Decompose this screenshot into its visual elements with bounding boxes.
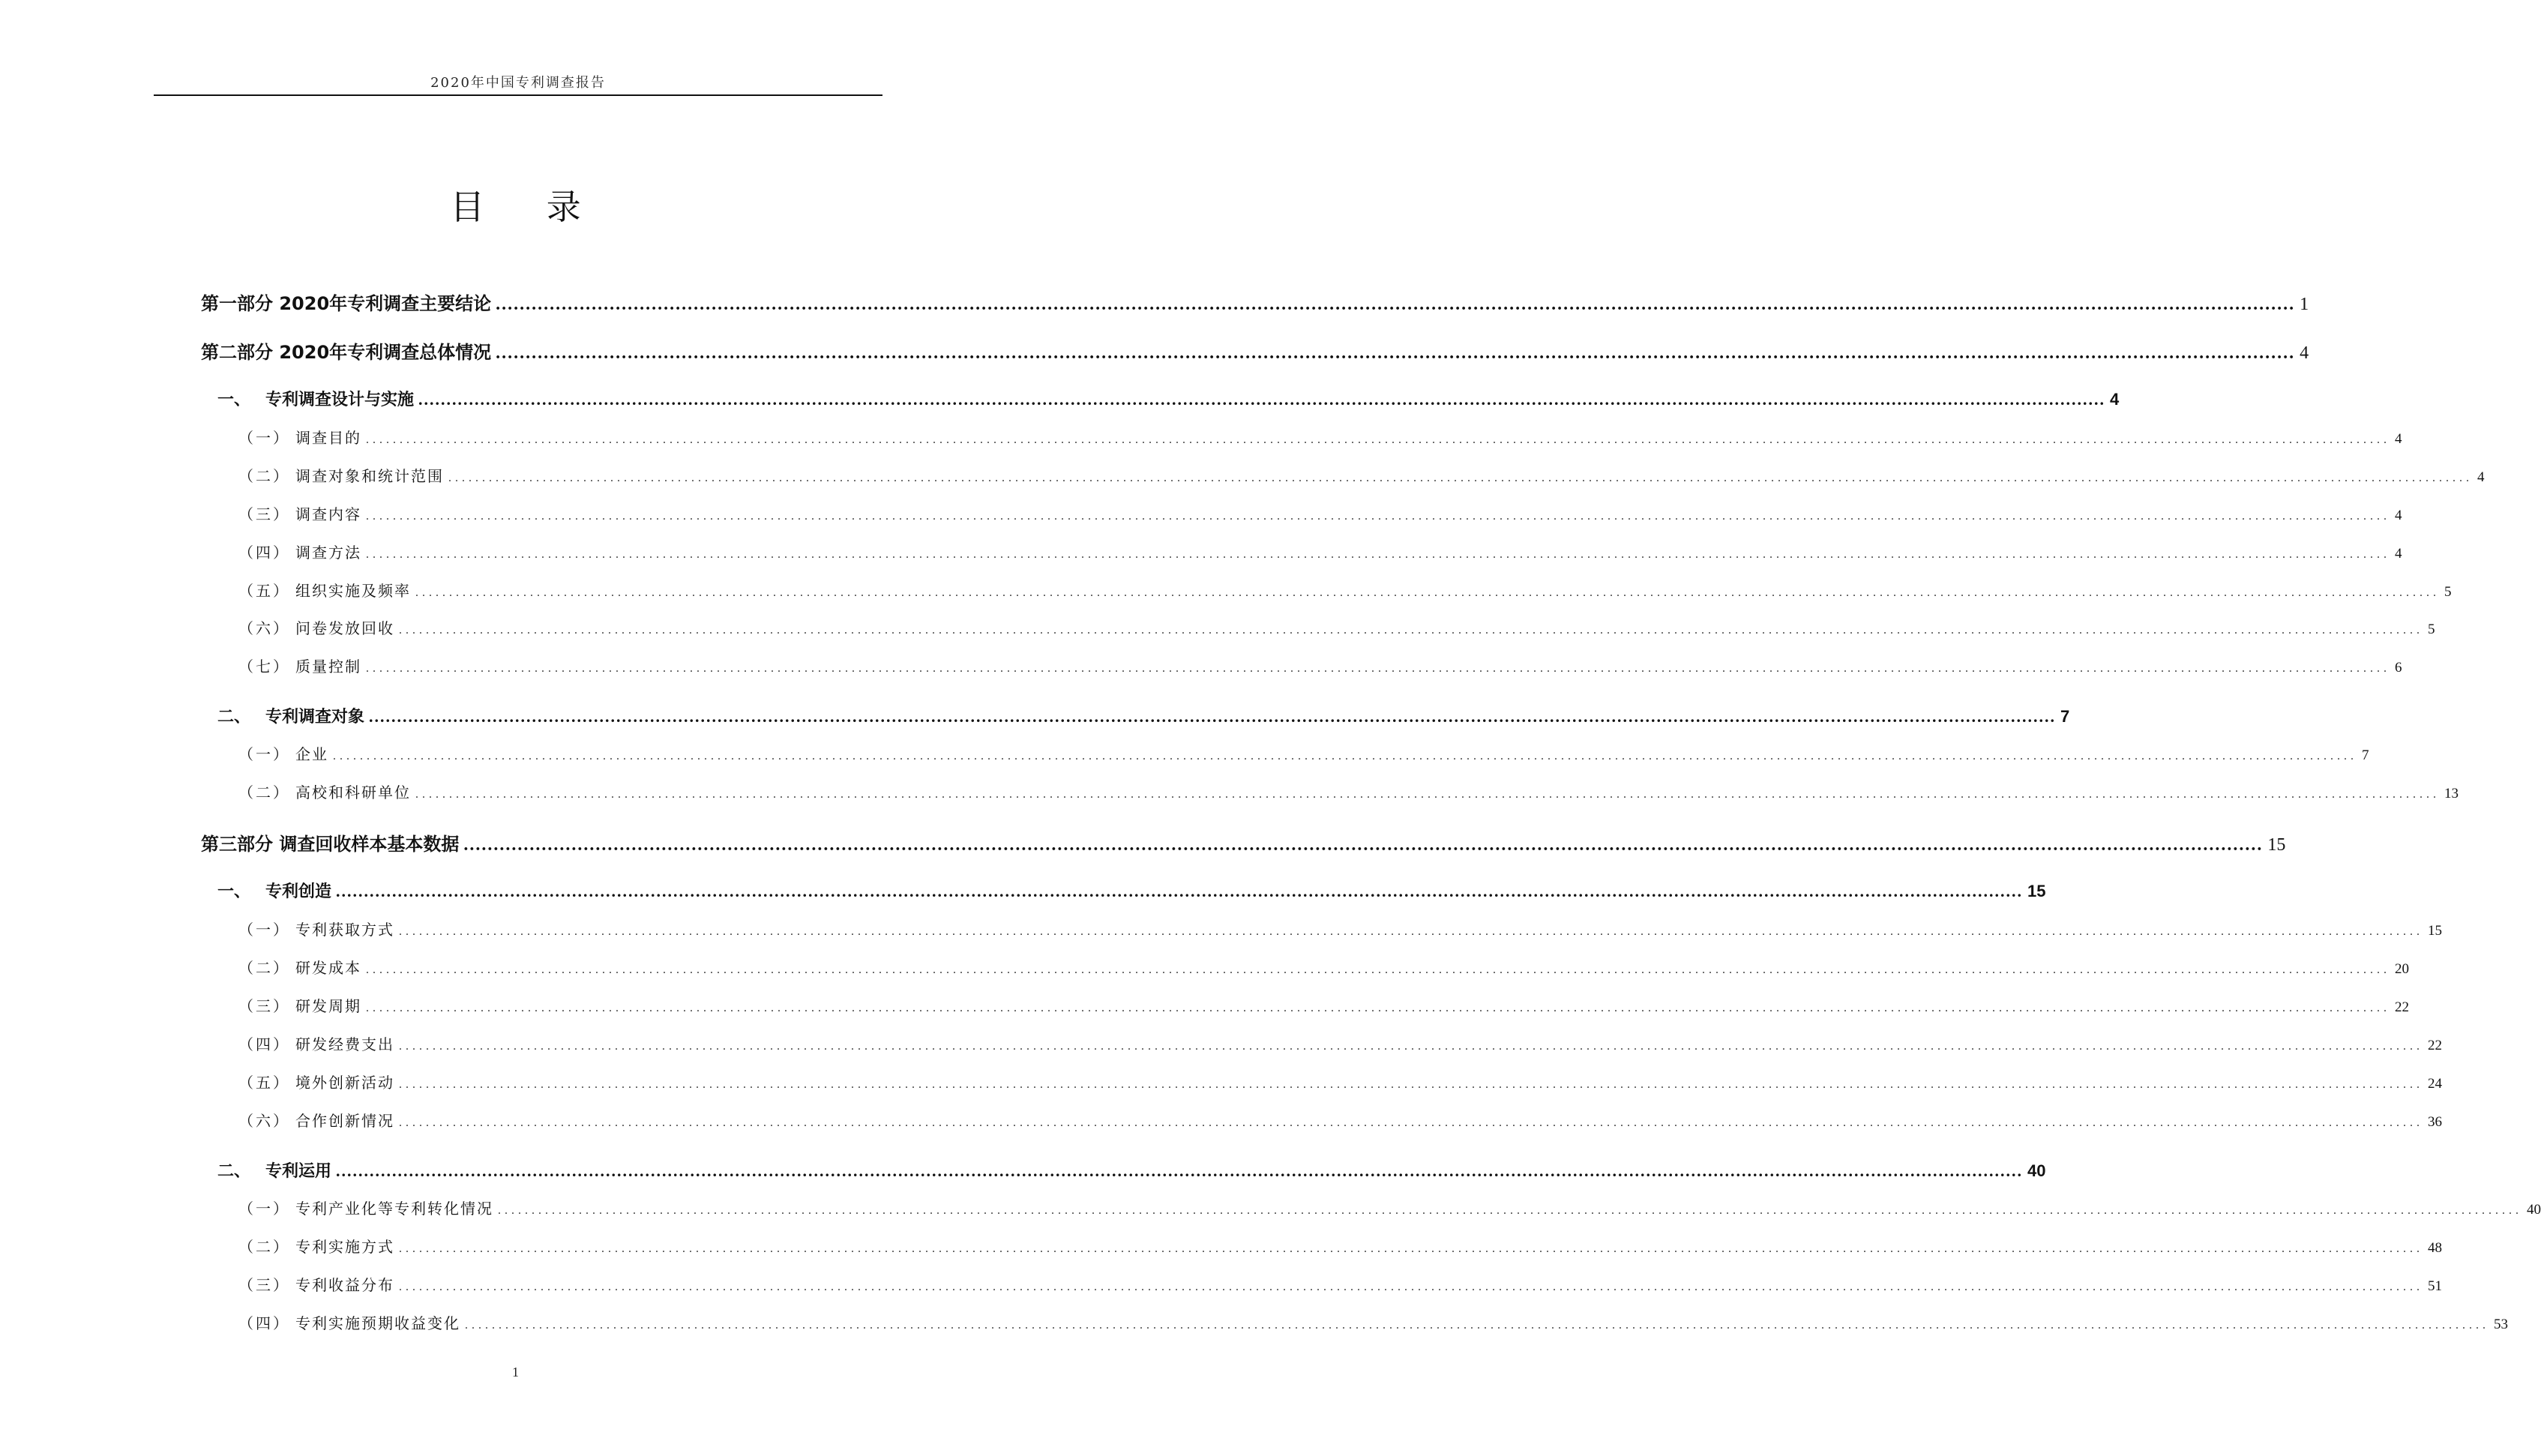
dot-leader: ............................................................................................................................................................................................................................................................................................................ bbox=[418, 390, 2106, 409]
toc-entry-number: 二、 bbox=[217, 708, 251, 727]
dot-leader: ............................................................................................................................................................................................................................................................................................................ bbox=[399, 1040, 2423, 1053]
toc-entry-page: 53 bbox=[2494, 1317, 2508, 1332]
toc-entry-number: （一） bbox=[238, 429, 290, 447]
toc-entry-page: 20 bbox=[2395, 961, 2409, 977]
toc-entry-page: 4 bbox=[2395, 546, 2402, 562]
toc-entry-title: 专利调查对象 bbox=[265, 708, 365, 727]
toc-entry-part[interactable] bbox=[201, 829, 2286, 855]
toc-entry-page: 15 bbox=[2027, 882, 2046, 900]
dot-leader: ............................................................................................................................................................................................................................................................................................................ bbox=[366, 510, 2390, 523]
toc-entry-title: 专利实施预期收益变化 bbox=[295, 1314, 460, 1332]
toc-entry-sub[interactable] bbox=[238, 655, 2402, 676]
toc-entry-page: 40 bbox=[2527, 1202, 2541, 1218]
toc-entry-page: 15 bbox=[2428, 923, 2442, 939]
toc-entry-page: 51 bbox=[2428, 1278, 2442, 1294]
toc-entry-page: 40 bbox=[2027, 1161, 2046, 1180]
dot-leader: ............................................................................................................................................................................................................................................................................................................ bbox=[496, 295, 2296, 314]
toc-entry-title: 高校和科研单位 bbox=[295, 783, 411, 801]
toc-entry-title: 调查对象和统计范围 bbox=[295, 467, 444, 485]
toc-entry-sub[interactable] bbox=[238, 918, 2442, 939]
toc-entry-title: 专利收益分布 bbox=[295, 1276, 394, 1294]
dot-leader: ............................................................................................................................................................................................................................................................................................................ bbox=[399, 1078, 2423, 1091]
toc-entry-sec[interactable] bbox=[217, 704, 2070, 727]
toc-entry-title: 问卷发放回收 bbox=[295, 619, 394, 637]
toc-entry-title: 境外创新活动 bbox=[295, 1074, 394, 1092]
toc-entry-page: 24 bbox=[2428, 1076, 2442, 1092]
toc-entry-title: 质量控制 bbox=[295, 658, 361, 676]
toc-entry-title: 调查内容 bbox=[295, 505, 361, 523]
toc-entry-number: （二） bbox=[238, 959, 290, 977]
toc-entry-part[interactable] bbox=[201, 289, 2309, 315]
toc-entry-sub[interactable] bbox=[238, 1109, 2442, 1131]
toc-entry-number: （三） bbox=[238, 997, 290, 1015]
dot-leader: ............................................................................................................................................................................................................................................................................................................ bbox=[465, 1319, 2489, 1332]
toc-entry-title: 研发经费支出 bbox=[295, 1035, 394, 1053]
toc-entry-title: 专利实施方式 bbox=[295, 1238, 394, 1256]
toc-entry-number: （六） bbox=[238, 619, 290, 637]
toc-entry-page: 7 bbox=[2362, 747, 2369, 763]
toc-entry-sec[interactable] bbox=[217, 1158, 2046, 1182]
toc-entry-page: 48 bbox=[2428, 1240, 2442, 1256]
toc-entry-page: 22 bbox=[2428, 1038, 2442, 1053]
toc-entry-page: 13 bbox=[2444, 786, 2459, 801]
toc-entry-page: 15 bbox=[2267, 835, 2286, 855]
toc-entry-page: 5 bbox=[2428, 622, 2435, 637]
toc-entry-number: （三） bbox=[238, 1276, 290, 1294]
toc-entry-number: （五） bbox=[238, 1074, 290, 1092]
dot-leader: ............................................................................................................................................................................................................................................................................................................ bbox=[498, 1204, 2522, 1217]
toc-entry-number: （五） bbox=[238, 582, 290, 600]
toc-entry-sub[interactable] bbox=[238, 616, 2435, 638]
dot-leader: ............................................................................................................................................................................................................................................................................................................ bbox=[333, 750, 2357, 762]
toc-entry-title: 合作创新情况 bbox=[295, 1112, 394, 1130]
toc-entry-title: 第二部分 2020年专利调查总体情况 bbox=[201, 342, 492, 363]
toc-entry-sub[interactable] bbox=[238, 1032, 2442, 1054]
dot-leader: ............................................................................................................................................................................................................................................................................................................ bbox=[399, 1242, 2423, 1255]
toc-entry-page: 1 bbox=[2300, 295, 2309, 314]
toc-entry-sub[interactable] bbox=[238, 541, 2402, 562]
toc-entry-number: 二、 bbox=[217, 1162, 251, 1181]
toc-entry-title: 第三部分 调查回收样本基本数据 bbox=[201, 834, 460, 855]
toc-entry-page: 36 bbox=[2428, 1114, 2442, 1130]
toc-entry-title: 专利产业化等专利转化情况 bbox=[295, 1200, 493, 1218]
toc-entry-number: （一） bbox=[238, 1200, 290, 1218]
toc-entry-page: 22 bbox=[2395, 999, 2409, 1015]
dot-leader: ............................................................................................................................................................................................................................................................................................................ bbox=[366, 548, 2390, 561]
dot-leader: ............................................................................................................................................................................................................................................................................................................ bbox=[415, 586, 2440, 599]
toc-entry-number: （七） bbox=[238, 658, 290, 676]
toc-entry-number: （一） bbox=[238, 921, 290, 939]
dot-leader: ............................................................................................................................................................................................................................................................................................................ bbox=[463, 835, 2264, 855]
dot-leader: ............................................................................................................................................................................................................................................................................................................ bbox=[496, 343, 2296, 363]
toc-entry-title: 专利创造 bbox=[265, 882, 332, 901]
dot-leader: ............................................................................................................................................................................................................................................................................................................ bbox=[399, 1281, 2423, 1293]
toc-entry-page: 5 bbox=[2444, 584, 2452, 600]
toc-entry-number: 一、 bbox=[217, 391, 251, 409]
toc-entry-number: （三） bbox=[238, 505, 290, 523]
toc-entry-title: 研发周期 bbox=[295, 997, 361, 1015]
toc-entry-number: （四） bbox=[238, 1035, 290, 1053]
dot-leader: ............................................................................................................................................................................................................................................................................................................ bbox=[336, 882, 2024, 900]
toc-entry-sub[interactable] bbox=[238, 502, 2402, 524]
toc-entry-sec[interactable] bbox=[217, 387, 2120, 410]
toc-entry-sub[interactable] bbox=[238, 1273, 2442, 1295]
toc-entry-title: 专利获取方式 bbox=[295, 921, 394, 939]
dot-leader: ............................................................................................................................................................................................................................................................................................................ bbox=[399, 925, 2423, 938]
dot-leader: ............................................................................................................................................................................................................................................................................................................ bbox=[336, 1161, 2024, 1180]
toc-entry-number: （六） bbox=[238, 1112, 290, 1130]
toc-entry-number: 一、 bbox=[217, 882, 251, 901]
dot-leader: ............................................................................................................................................................................................................................................................................................................ bbox=[366, 662, 2390, 675]
dot-leader: ............................................................................................................................................................................................................................................................................................................ bbox=[448, 472, 2473, 484]
toc-entry-sub[interactable] bbox=[238, 956, 2409, 978]
toc-entry-page: 4 bbox=[2110, 390, 2120, 409]
toc-entry-title: 第一部分 2020年专利调查主要结论 bbox=[201, 293, 492, 314]
toc-entry-title: 研发成本 bbox=[295, 959, 361, 977]
toc-entry-page: 4 bbox=[2300, 343, 2309, 363]
toc-entry-number: （四） bbox=[238, 544, 290, 562]
running-header: 2020年中国专利调查报告 bbox=[430, 75, 606, 91]
dot-leader: ............................................................................................................................................................................................................................................................................................................ bbox=[399, 1116, 2423, 1129]
toc-entry-sub[interactable] bbox=[238, 742, 2369, 764]
toc-entry-page: 4 bbox=[2395, 431, 2402, 447]
toc-entry-sub[interactable] bbox=[238, 1235, 2442, 1257]
dot-leader: ............................................................................................................................................................................................................................................................................................................ bbox=[366, 433, 2390, 446]
dot-leader: ............................................................................................................................................................................................................................................................................................................ bbox=[369, 707, 2057, 726]
toc-entry-title: 调查方法 bbox=[295, 544, 361, 562]
toc-entry-title: 专利调查设计与实施 bbox=[265, 391, 415, 409]
toc-entry-sec[interactable] bbox=[217, 879, 2046, 902]
toc-entry-part[interactable] bbox=[201, 337, 2309, 364]
toc-entry-sub[interactable] bbox=[238, 464, 2485, 486]
toc-entry-page: 4 bbox=[2395, 508, 2402, 523]
toc-entry-sub[interactable] bbox=[238, 994, 2409, 1016]
toc-entry-title: 组织实施及频率 bbox=[295, 582, 411, 600]
dot-leader: ............................................................................................................................................................................................................................................................................................................ bbox=[399, 624, 2423, 637]
toc-entry-number: （四） bbox=[238, 1314, 290, 1332]
toc-entry-title: 企业 bbox=[295, 745, 328, 763]
toc-entry-title: 专利运用 bbox=[265, 1162, 332, 1181]
toc-entry-page: 4 bbox=[2477, 469, 2485, 485]
page-number: 1 bbox=[512, 1365, 519, 1380]
toc-entry-number: （二） bbox=[238, 1238, 290, 1256]
toc-entry-number: （二） bbox=[238, 783, 290, 801]
toc-entry-sub[interactable] bbox=[238, 426, 2402, 448]
toc-entry-number: （二） bbox=[238, 467, 290, 485]
dot-leader: ............................................................................................................................................................................................................................................................................................................ bbox=[366, 1002, 2390, 1014]
toc-entry-sub[interactable] bbox=[238, 1311, 2508, 1333]
toc-entry-page: 7 bbox=[2060, 707, 2070, 726]
toc-entry-title: 调查目的 bbox=[295, 429, 361, 447]
dot-leader: ............................................................................................................................................................................................................................................................................................................ bbox=[366, 963, 2390, 976]
toc-entry-sub[interactable] bbox=[238, 1197, 2541, 1218]
toc-entry-sub[interactable] bbox=[238, 579, 2452, 601]
toc-title: 目 录 bbox=[450, 187, 607, 227]
toc-entry-page: 6 bbox=[2395, 660, 2402, 676]
dot-leader: ............................................................................................................................................................................................................................................................................................................ bbox=[415, 788, 2440, 801]
toc-entry-number: （一） bbox=[238, 745, 290, 763]
toc-entry-sub[interactable] bbox=[238, 1071, 2442, 1092]
toc-entry-sub[interactable] bbox=[238, 780, 2459, 802]
